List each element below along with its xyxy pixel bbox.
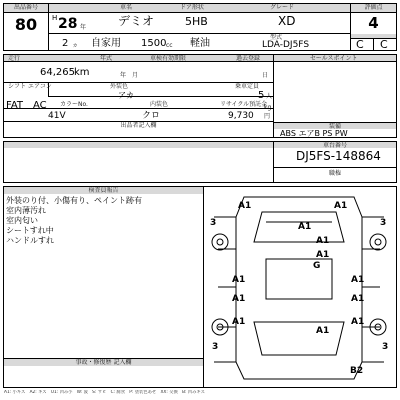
capacity-label: 乗車定員 <box>235 83 260 90</box>
shift-label: シフト <box>8 83 27 90</box>
car-diagram <box>204 187 396 387</box>
model-code-label: 型式 <box>270 34 283 41</box>
recycle-fee: 9,730 <box>228 111 254 121</box>
grade-label: グレード <box>270 4 295 11</box>
inspection-day-label: 日 <box>262 72 269 79</box>
mark-rear-three-left: 3 <box>212 342 219 352</box>
model: デミオ <box>118 14 155 28</box>
mark-hood: A1 <box>298 222 312 232</box>
color-code-label: カラーNo. <box>60 101 88 108</box>
mark-roof: G <box>313 261 321 271</box>
inspection-date-label: 年 月 <box>120 72 139 79</box>
displacement-unit: cc <box>166 42 173 49</box>
inspection-note: ハンドルすれ <box>6 236 54 245</box>
trim-color: クロ <box>142 111 161 121</box>
grade: XD <box>278 14 296 28</box>
color-code: 41V <box>48 111 66 121</box>
aircon-label: エアコン <box>28 83 52 90</box>
note-label: 過去登録 <box>236 55 261 62</box>
displacement: 1500 <box>141 38 167 49</box>
mark-right-rear: A1 <box>351 294 365 304</box>
chassis-number: DJ5FS-148864 <box>296 149 381 163</box>
capacity: 5 <box>258 90 265 101</box>
inspection-header: 検査員報告 <box>88 187 119 194</box>
mark-rear: A1 <box>316 326 330 336</box>
legend-text: A1: 小キズ A2: キズ U1: 凹み小 W: 波 S: サビ C: 腐食 P: 塗装色あせ XX: 交換 B: 凹みキズ <box>4 390 205 395</box>
era: H <box>52 14 58 22</box>
year: 28 <box>58 16 78 32</box>
score-label: 評価点 <box>364 4 383 11</box>
mark-right-door: A1 <box>351 275 365 285</box>
model-label: 車名 <box>120 4 133 11</box>
interior-score: C <box>356 38 364 51</box>
aircon: AC <box>33 100 47 111</box>
inspection-note: シートすれ中 <box>6 226 54 235</box>
capacity-unit: 人 <box>266 93 273 100</box>
sales-point-label: セールスポイント <box>310 55 358 62</box>
mark-front-left: A1 <box>238 201 252 211</box>
chassis-label: 車台番号 <box>322 142 347 149</box>
mark-left-door: A1 <box>232 275 246 285</box>
score: 4 <box>368 14 379 32</box>
months-unit: ヵ <box>72 42 79 49</box>
inspection-notes <box>6 196 142 246</box>
mark-right-quarter: A1 <box>351 317 365 327</box>
recycle-unit: 円 <box>264 113 271 120</box>
mark-right-front: A1 <box>316 236 330 246</box>
year-label: 年式 <box>100 55 113 62</box>
shift: FAT <box>6 100 24 111</box>
mark-left-fender: A1 <box>316 250 330 260</box>
equipment: ABS エアB PS PW <box>280 129 348 138</box>
door-label: ドア形状 <box>180 4 204 11</box>
inspection-note: 室内匂い <box>6 216 38 225</box>
weight-unit: kg <box>264 104 272 111</box>
months: 2 <box>62 38 69 49</box>
year-unit: 年 <box>80 24 87 31</box>
color-label: 外装色 <box>110 83 129 90</box>
lot-number: 80 <box>14 15 38 34</box>
mark-front-three-right: 3 <box>380 218 387 228</box>
doors: 5HB <box>185 15 208 28</box>
remarks-label: 出品者記入欄 <box>120 122 157 129</box>
mark-left-rear-door: A1 <box>232 294 246 304</box>
mileage: 64,265 <box>40 67 75 78</box>
color: アカ <box>118 91 134 100</box>
mark-rear-b2: B2 <box>350 366 364 376</box>
fuel: 軽油 <box>190 38 210 49</box>
mark-front-three-left: 3 <box>210 218 217 228</box>
mark-front-right: A1 <box>334 201 348 211</box>
chassis-note: 職権 <box>328 170 341 177</box>
exterior-score: C <box>380 38 388 51</box>
lot-number-label: 出品番号 <box>13 4 38 11</box>
equipment-label: 装備 <box>328 123 341 130</box>
accident-label: 事故・修復歴 記入欄 <box>75 359 132 366</box>
mark-left-quarter: A1 <box>232 317 246 327</box>
model-code: LDA-DJ5FS <box>262 40 310 50</box>
inspection-note: 室内薄汚れ <box>6 206 46 215</box>
inspection-note: 外装のり付、小傷有り、ペイント跡有 <box>6 196 142 205</box>
usage: 自家用 <box>91 38 121 49</box>
mileage-unit: km <box>74 67 90 78</box>
mark-rear-three-right: 3 <box>382 342 389 352</box>
recycle-label: リサイクル預託金 <box>220 101 268 108</box>
inspection-label: 車検有効期限 <box>150 55 187 62</box>
trim-label: 内装色 <box>150 101 169 108</box>
mileage-label: 走行 <box>8 55 21 62</box>
